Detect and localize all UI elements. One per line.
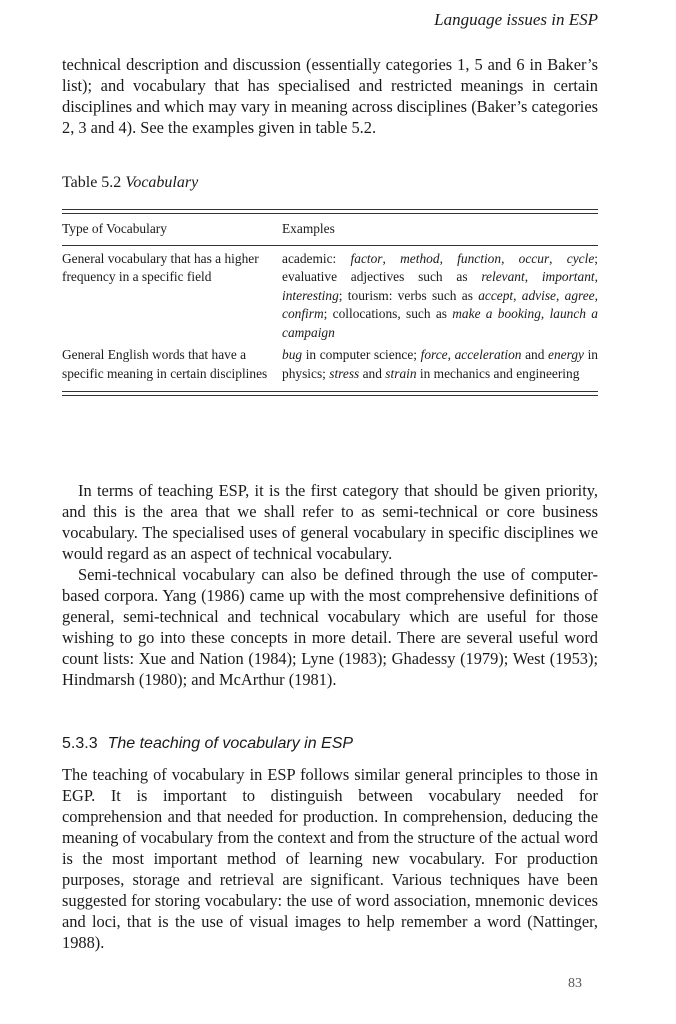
table-number: Table 5.2	[62, 174, 122, 191]
example-text: ,	[594, 287, 598, 303]
cell-type: General English words that have a specific meaning in certain disciplines	[62, 347, 268, 381]
example-text: academic:	[282, 250, 351, 266]
example-term: advise	[521, 287, 556, 303]
example-term: make a booking	[452, 306, 541, 321]
example-term: function	[457, 250, 502, 266]
example-term: bug	[282, 347, 303, 362]
example-term: factor	[350, 250, 383, 266]
text-block	[62, 480, 598, 690]
example-term: strain	[385, 365, 417, 381]
header-examples: Examples	[282, 221, 335, 236]
example-term: relevant	[481, 269, 525, 284]
section-heading	[62, 735, 353, 753]
table-row	[62, 346, 598, 391]
example-term: launch a campaign	[282, 306, 598, 340]
example-term: force	[420, 347, 448, 362]
table-row	[62, 250, 598, 347]
example-text: in mechanics and engineering	[416, 365, 580, 381]
example-text: ,	[549, 250, 567, 266]
vocabulary-table	[62, 209, 598, 396]
table-bottom-rule	[62, 391, 598, 396]
cell-examples	[282, 346, 598, 383]
cell-type: General vocabulary that has a higher frequency in a specific field	[62, 250, 259, 284]
example-term: cycle	[566, 250, 595, 266]
table-caption	[62, 174, 198, 192]
example-term: occur	[518, 250, 550, 266]
example-term: interesting	[282, 287, 339, 303]
example-text: ,	[447, 347, 455, 362]
example-term: energy	[548, 347, 584, 362]
paragraph: In terms of teaching ESP, it is the first category that should be given priority, and this is the area that we shall refer to as semi-technical or core business vocabulary. The specialised uses of general vocabulary in specific disciplines we would regard as an aspect of technical vocabulary.	[62, 481, 598, 563]
table-title: Vocabulary	[125, 174, 199, 191]
section-number: 5.3.3	[62, 735, 98, 752]
section-title: The teaching of vocabulary in ESP	[107, 735, 354, 752]
example-text: ; collocations, such as	[323, 306, 453, 321]
example-text: in physics;	[282, 347, 598, 381]
header-type: Type of Vocabulary	[62, 221, 167, 236]
paragraph: Semi-technical vocabulary can also be defined through the use of computer-based corpora. Yang (1986) came up with the most comprehensive definitions of general, semi-technical and technical vocabulary which are useful for those wishing to go into these concepts in more detail. There are several useful word count lists: Xue and Nation (1984); Lyne (1983); Ghadessy (1979); West (1953); Hindmarsh (1980); and McArthur (1981).	[62, 565, 598, 689]
paragraph: technical description and discussion (essentially categories 1, 5 and 6 in Baker’s list); and vocabulary that has specialised and restricted meanings in certain disciplines and which may vary in meaning across disciplines (Baker’s categories 2, 3 and 4). See the examples given in table 5.2.	[62, 55, 598, 137]
example-term: confirm	[282, 306, 324, 321]
example-term: accept	[478, 287, 514, 303]
example-text: in computer science;	[302, 347, 421, 362]
example-text: and	[359, 365, 386, 381]
example-text: ,	[540, 306, 550, 321]
example-text: ,	[501, 250, 519, 266]
example-text: ; tourism: verbs such as	[338, 287, 479, 303]
example-term: acceleration	[454, 347, 522, 362]
example-text: ,	[556, 287, 565, 303]
example-term: important	[541, 269, 595, 284]
example-text: ,	[594, 269, 598, 284]
example-text: and	[521, 347, 549, 362]
example-text: ,	[524, 269, 542, 284]
paragraph: The teaching of vocabulary in ESP follows similar general principles to those in EGP. It is important to distinguish between vocabulary needed for comprehension and that needed for production. In comprehension, deducing the meaning of vocabulary from the context and from the structure of the actual word is the most important method of learning new vocabulary. For production purposes, storage and retrieval are significant. Various techniques have been suggested for storing vocabulary: the use of word association, mnemonic devices and loci, that is the use of visual images to help remember a word (Nattinger, 1988).	[62, 765, 598, 952]
example-term: agree	[564, 287, 595, 303]
page-number: 83	[568, 976, 582, 991]
example-text: ,	[382, 250, 401, 266]
example-term: stress	[329, 365, 360, 381]
table-header-row	[62, 214, 598, 246]
example-term: method	[400, 250, 440, 266]
running-head: Language issues in ESP	[434, 10, 598, 29]
example-text: ; evaluative adjectives such as	[282, 250, 599, 284]
example-text: ,	[439, 250, 458, 266]
example-text: ,	[513, 287, 522, 303]
cell-examples	[282, 250, 598, 343]
